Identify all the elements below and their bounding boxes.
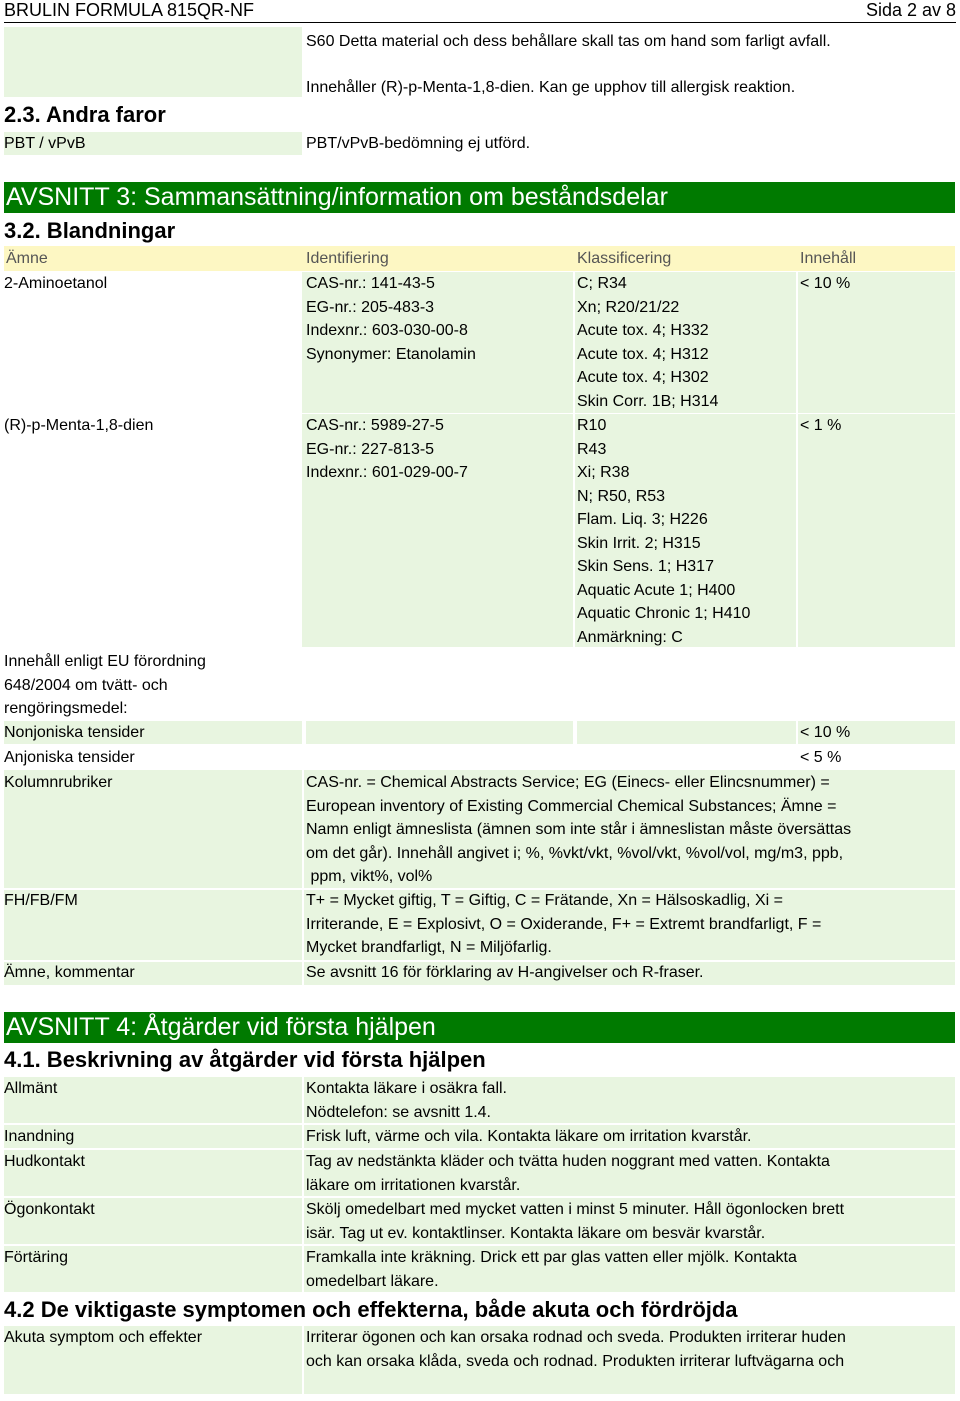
- surfactant-name: Anjoniska tensider: [4, 749, 135, 766]
- substance-name: 2-Aminoetanol: [4, 275, 108, 292]
- ident-line: EG-nr.: 205-483-3: [306, 298, 435, 316]
- classif-line: Acute tox. 4; H332: [577, 322, 709, 339]
- first-aid-line: Kontakta läkare i osäkra fall.: [306, 1080, 507, 1097]
- section-2-3-title: 2.3. Andra faror: [4, 102, 166, 127]
- note-label: Kolumnrubriker: [4, 774, 113, 791]
- section-4-header: AVSNITT 4: Åtgärder vid första hjälpen: [4, 1012, 955, 1043]
- first-aid-line: läkare om irritationen kvarstår.: [306, 1176, 521, 1194]
- note-line: Se avsnitt 16 för förklaring av H-angivelser och R-fraser.: [306, 964, 704, 981]
- classif-line: Skin Corr. 1B; H314: [577, 392, 719, 410]
- first-aid-line: isär. Tag ut ev. kontaktlinser. Kontakta läkare om besvär kvarstår.: [306, 1224, 766, 1242]
- content-value: < 1 %: [800, 417, 842, 434]
- surfactant-ident-cell: [306, 721, 573, 744]
- classif-line: Skin Irrit. 2; H315: [577, 534, 701, 552]
- col-header-identification: Identifiering: [306, 250, 389, 267]
- col-header-substance: Ämne: [6, 250, 48, 267]
- first-aid-label: Allmänt: [4, 1080, 58, 1097]
- note-label: Ämne, kommentar: [4, 964, 135, 981]
- first-aid-label: Förtäring: [4, 1249, 69, 1266]
- page-number: Sida 2 av 8: [865, 0, 956, 20]
- eu-label-line: Innehåll enligt EU förordning: [4, 653, 206, 670]
- classif-line: C; R34: [577, 275, 627, 292]
- ident-line: Indexnr.: 601-029-00-7: [306, 464, 468, 481]
- ident-line: CAS-nr.: 141-43-5: [306, 275, 435, 292]
- note-line: European inventory of Existing Commercial Chemical Substances; Ämne =: [306, 797, 837, 815]
- pbt-label: PBT / vPvB: [4, 135, 86, 152]
- eu-label-line: rengöringsmedel:: [4, 700, 128, 717]
- content-cell-row2: [798, 414, 955, 647]
- classif-line: Acute tox. 4; H302: [577, 369, 709, 386]
- classif-line: Xi; R38: [577, 464, 630, 481]
- first-aid-line: Frisk luft, värme och vila. Kontakta läkare om irritation kvarstår.: [306, 1128, 752, 1145]
- note-line: om det går). Innehåll angivet i; %, %vkt/vkt, %vol/vkt, %vol/vol, mg/m3, ppb,: [306, 844, 844, 862]
- substance-name: (R)-p-Menta-1,8-dien: [4, 417, 154, 434]
- classif-line: Aquatic Acute 1; H400: [577, 581, 736, 599]
- note-line: ppm, vikt%, vol%: [306, 868, 433, 885]
- label-cell-top: [4, 27, 302, 97]
- note-line: Irriterande, E = Explosivt, O = Oxiderande, F+ = Extremt brandfarligt, F =: [306, 915, 822, 933]
- first-aid-line: Framkalla inte kräkning. Drick ett par glas vatten eller mjölk. Kontakta: [306, 1249, 797, 1266]
- first-aid-line: Skölj omedelbart med mycket vatten i minst 5 minuter. Håll ögonlocken brett: [306, 1201, 845, 1218]
- col-header-content: Innehåll: [800, 250, 857, 267]
- note-line: Mycket brandfarligt, N = Miljöfarlig.: [306, 939, 552, 956]
- first-aid-label: Inandning: [4, 1128, 75, 1145]
- first-aid-label: Ögonkontakt: [4, 1201, 95, 1218]
- classif-line: R10: [577, 417, 607, 434]
- surfactant-classif-cell: [577, 721, 796, 744]
- classif-line: Flam. Liq. 3; H226: [577, 511, 708, 528]
- note-label: FH/FB/FM: [4, 892, 78, 909]
- first-aid-line: omedelbart läkare.: [306, 1272, 439, 1290]
- eu-label-line: 648/2004 om tvätt- och: [4, 676, 168, 694]
- ident-line: Synonymer: Etanolamin: [306, 345, 476, 363]
- classif-line: Aquatic Chronic 1; H410: [577, 605, 751, 622]
- ident-line: EG-nr.: 227-813-5: [306, 440, 435, 458]
- symptom-line: Irriterar ögonen och kan orsaka rodnad och sveda. Produkten irriterar huden: [306, 1329, 846, 1346]
- note-line: Namn enligt ämneslista (ämnen som inte står i ämneslistan måste översättas: [306, 821, 852, 838]
- note-line: T+ = Mycket giftig, T = Giftig, C = Frätande, Xn = Hälsoskadlig, Xi =: [306, 892, 783, 909]
- header-rule: [4, 22, 956, 23]
- surfactant-value: < 5 %: [800, 749, 842, 766]
- section-4-1-title: 4.1. Beskrivning av åtgärder vid första hjälpen: [4, 1047, 486, 1072]
- classif-line: Xn; R20/21/22: [577, 298, 680, 316]
- classif-line: Acute tox. 4; H312: [577, 345, 709, 363]
- content-value: < 10 %: [800, 275, 851, 292]
- section-4-2-title: 4.2 De viktigaste symptomen och effekterna, både akuta och fördröjda: [4, 1297, 738, 1322]
- section-3-2-title: 3.2. Blandningar: [4, 218, 176, 243]
- classif-line: Anmärkning: C: [577, 628, 683, 646]
- pbt-value: PBT/vPvB-bedömning ej utförd.: [306, 135, 531, 152]
- first-aid-line: Nödtelefon: se avsnitt 1.4.: [306, 1103, 491, 1121]
- surfactant-name: Nonjoniska tensider: [4, 724, 145, 741]
- classif-line: R43: [577, 440, 607, 458]
- classif-line: Skin Sens. 1; H317: [577, 558, 714, 575]
- first-aid-label: Hudkontakt: [4, 1153, 85, 1170]
- symptom-line: och kan orsaka klåda, sveda och rodnad. Produkten irriterar luftvägarna och: [306, 1352, 845, 1370]
- first-aid-line: Tag av nedstänkta kläder och tvätta huden noggrant med vatten. Kontakta: [306, 1153, 830, 1170]
- symptom-label: Akuta symptom och effekter: [4, 1329, 203, 1346]
- document-title: BRULIN FORMULA 815QR-NF: [4, 0, 255, 20]
- note-line: CAS-nr. = Chemical Abstracts Service; EG (Einecs- eller Elincsnummer) =: [306, 774, 830, 791]
- ident-line: Indexnr.: 603-030-00-8: [306, 322, 468, 339]
- section-3-header: AVSNITT 3: Sammansättning/information om beståndsdelar: [4, 182, 955, 213]
- contains-text: Innehåller (R)-p-Menta-1,8-dien. Kan ge upphov till allergisk reaktion.: [306, 79, 796, 96]
- surfactant-value: < 10 %: [800, 724, 851, 741]
- ident-line: CAS-nr.: 5989-27-5: [306, 417, 444, 434]
- classif-line: N; R50, R53: [577, 487, 666, 505]
- col-header-classification: Klassificering: [577, 250, 672, 267]
- s60-text: S60 Detta material och dess behållare skall tas om hand som farligt avfall.: [306, 33, 831, 50]
